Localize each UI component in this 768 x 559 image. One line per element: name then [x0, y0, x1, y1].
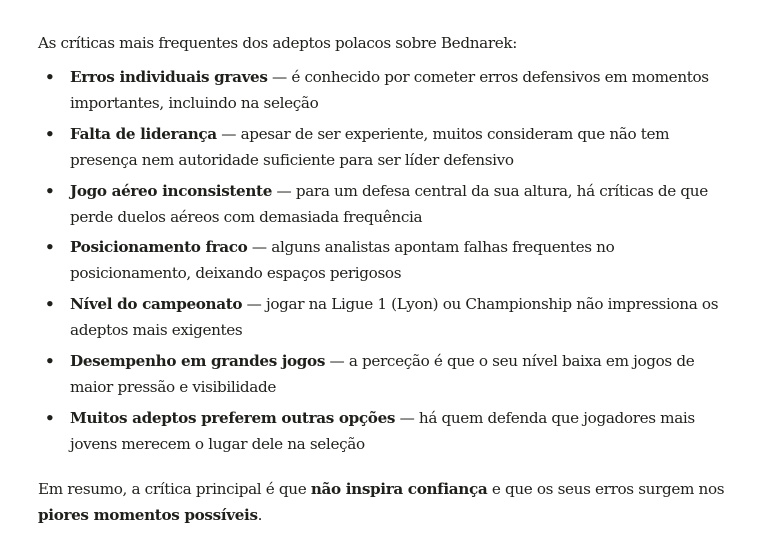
list-item	[38, 64, 738, 116]
intro-paragraph: As críticas mais frequentes dos adeptos polacos sobre Bednarek:	[38, 34, 517, 52]
em-dash: —	[216, 124, 241, 143]
list-item	[38, 121, 738, 173]
em-dash: —	[272, 181, 296, 200]
list-item	[38, 348, 738, 400]
summary-text: e que os seus erros surgem nos	[487, 479, 725, 498]
list-item	[38, 234, 738, 286]
message-content	[38, 30, 738, 528]
item-text: é conhecido por cometer erros defensivos em momentos importantes, incluindo na seleção	[70, 68, 709, 112]
summary-paragraph	[38, 476, 738, 528]
item-term: Muitos adeptos preferem outras opções	[70, 408, 396, 427]
summary-bold-confidence: não inspira confiança	[310, 479, 488, 498]
list-item	[38, 405, 738, 457]
em-dash: —	[247, 238, 272, 257]
list-item	[38, 291, 738, 343]
item-term: Falta de liderança	[70, 124, 217, 143]
item-term: Posicionamento fraco	[70, 238, 248, 257]
item-text: para um defesa central da sua altura, há críticas de que perde duelos aéreos com demasiada frequência	[70, 181, 708, 226]
bullet-icon: •	[45, 238, 55, 257]
em-dash: —	[242, 295, 266, 314]
bullet-icon: •	[45, 181, 55, 200]
item-text: alguns analistas apontam falhas frequentes no posicionamento, deixando espaços perigosos	[70, 238, 615, 283]
item-term: Desempenho em grandes jogos	[70, 351, 326, 370]
bullet-icon: •	[45, 351, 55, 370]
list-item	[38, 178, 738, 230]
item-term: Erros individuais graves	[70, 68, 268, 86]
em-dash: —	[395, 408, 419, 427]
bullet-icon: •	[45, 295, 55, 314]
item-term: Jogo aéreo inconsistente	[70, 181, 273, 200]
bullet-icon: •	[45, 408, 55, 427]
bullet-icon: •	[45, 124, 55, 143]
summary-bold-moments: piores momentos possíveis	[38, 505, 258, 524]
em-dash: —	[267, 68, 292, 86]
item-text: a perceção é que o seu nível baixa em jogos de maior pressão e visibilidade	[70, 351, 695, 396]
em-dash: —	[325, 351, 349, 370]
item-term: Nível do campeonato	[70, 295, 243, 314]
item-text: há quem defenda que jogadores mais jovens merecem o lugar dele na seleção	[70, 408, 695, 453]
summary-text: Em resumo, a crítica principal é que	[38, 479, 311, 498]
bullet-icon: •	[45, 68, 55, 86]
item-text: jogar na Ligue 1 (Lyon) ou Championship não impressiona os adeptos mais exigentes	[70, 295, 719, 340]
summary-text: .	[257, 505, 263, 524]
criticism-list	[38, 64, 738, 457]
item-text: apesar de ser experiente, muitos consideram que não tem presença nem autoridade suficiente para ser líder defensivo	[70, 124, 670, 169]
